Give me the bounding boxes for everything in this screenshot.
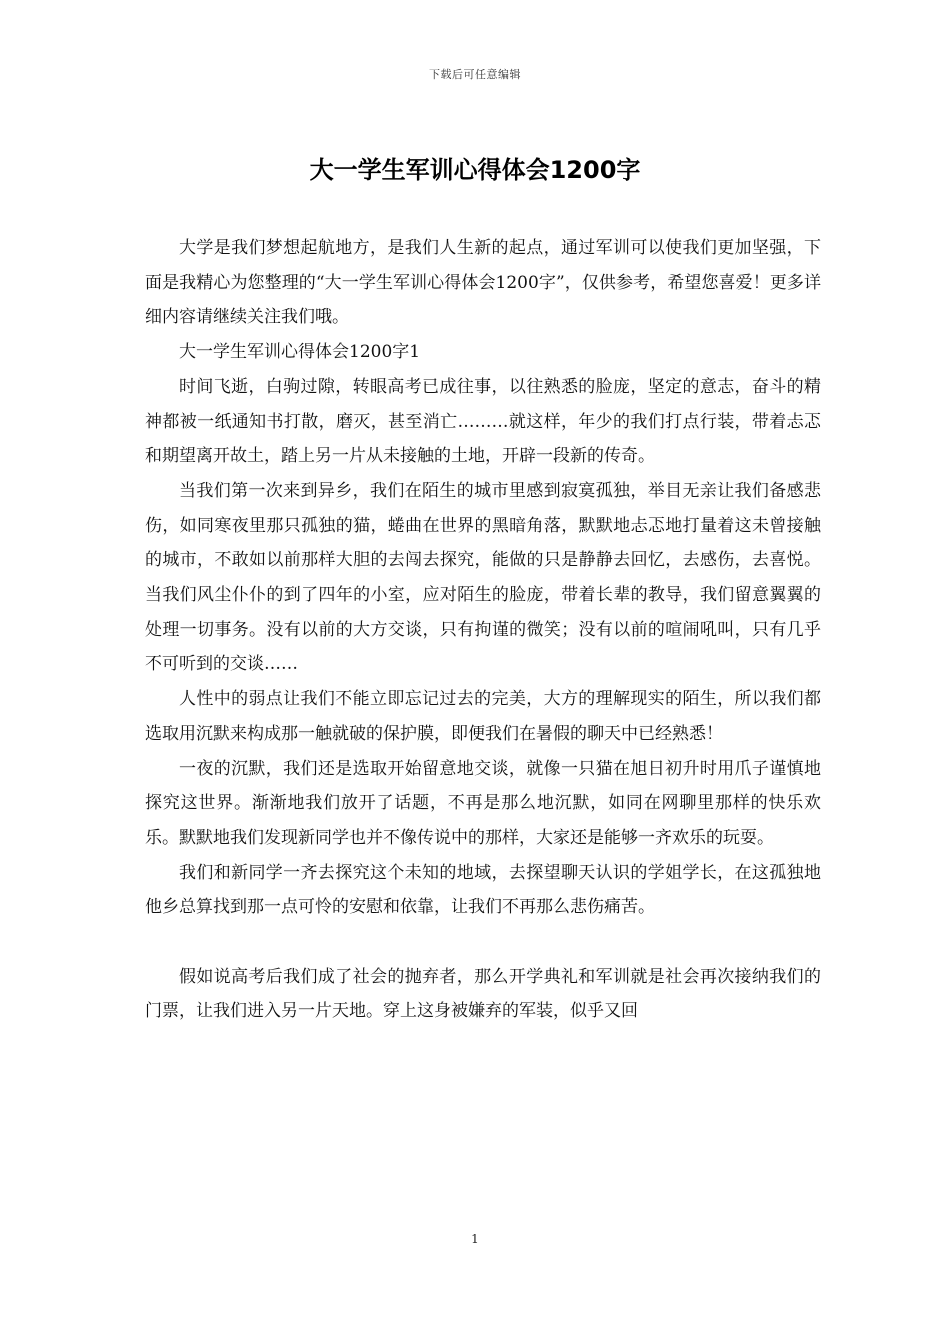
body-paragraph: 当我们第一次来到异乡，我们在陌生的城市里感到寂寞孤独，举目无亲让我们备感悲伤，如同寒夜里那只孤独的猫，蜷曲在世界的黑暗角落，默默地忐忑地打量着这未曾接触的城市，不敢如以前那样大胆的去闯去探究，能做的只是静静去回忆，去感伤，去喜悦。当我们风尘仆仆的到了四年的小室，应对陌生的脸庞，带着长辈的教导，我们留意翼翼的处理一切事务。没有以前的大方交谈，只有拘谨的微笑；没有以前的喧闹吼叫，只有几乎不可听到的交谈…… xyxy=(145,480,821,675)
body-paragraph: 一夜的沉默，我们还是选取开始留意地交谈，就像一只猫在旭日初升时用爪子谨慎地探究这世界。渐渐地我们放开了话题，不再是那么地沉默，如同在网聊里那样的快乐欢乐。默默地我们发现新同学也并不像传说中的那样，大家还是能够一齐欢乐的玩耍。 xyxy=(145,758,821,848)
body-paragraph: 时间飞逝，白驹过隙，转眼高考已成往事，以往熟悉的脸庞，坚定的意志，奋斗的精神都被一纸通知书打散，磨灭，甚至消亡………就这样，年少的我们打点行装，带着忐忑和期望离开故土，踏上另一片从未接触的土地，开辟一段新的传奇。 xyxy=(145,376,821,467)
page-number: 1 xyxy=(471,1232,479,1246)
body-paragraph: 人性中的弱点让我们不能立即忘记过去的完美，大方的理解现实的陌生，所以我们都选取用沉默来构成那一触就破的保护膜，即便我们在暑假的聊天中已经熟悉！ xyxy=(145,689,821,744)
body-paragraph: 假如说高考后我们成了社会的抛弃者，那么开学典礼和军训就是社会再次接纳我们的门票，让我们进入另一片天地。穿上这身被嫌弃的军装，似乎又回 xyxy=(145,966,821,1022)
section-heading: 大一学生军训心得体会1200字1 xyxy=(179,342,421,363)
header-note: 下载后可任意编辑 xyxy=(429,68,521,81)
document-body xyxy=(145,231,821,1029)
intro-paragraph: 大学是我们梦想起航地方，是我们人生新的起点，通过军训可以使我们更加坚强，下面是我精心为您整理的“大一学生军训心得体会1200字”，仅供参考，希望您喜爱！更多详细内容请继续关注我们哦。 xyxy=(145,238,821,328)
body-paragraph: 我们和新同学一齐去探究这个未知的地域，去探望聊天认识的学姐学长，在这孤独地他乡总算找到那一点可怜的安慰和依靠，让我们不再那么悲伤痛苦。 xyxy=(145,862,821,918)
document-title: 大一学生军训心得体会1200字 xyxy=(309,156,641,184)
